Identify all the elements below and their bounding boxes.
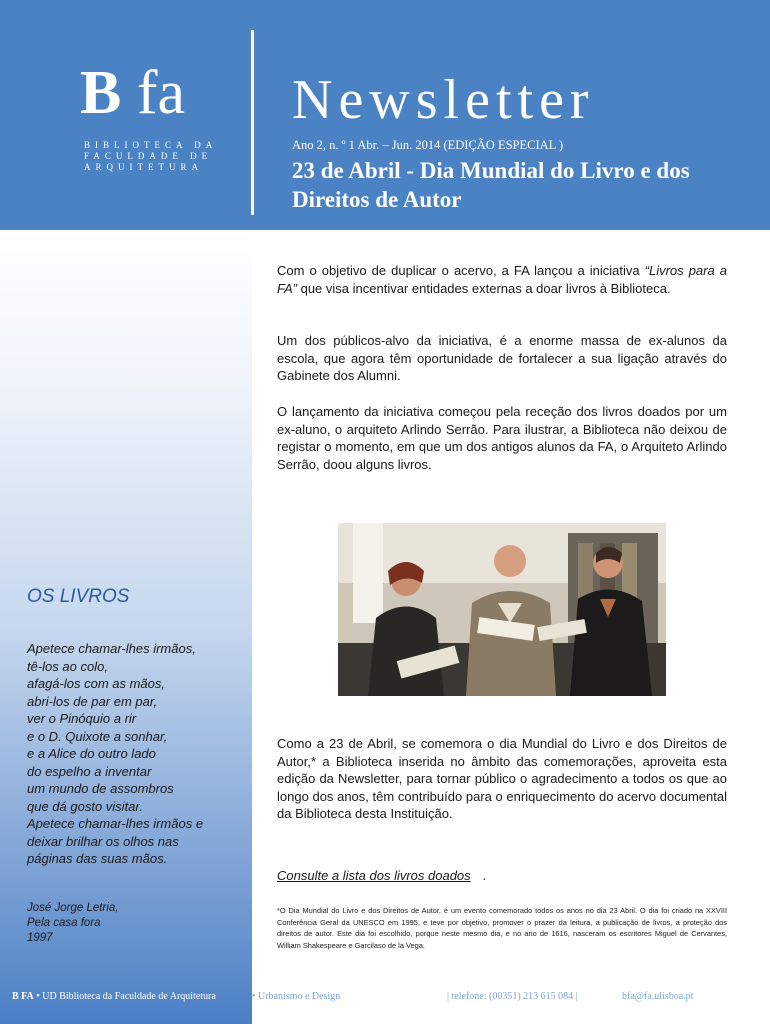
poem-line: tê-los ao colo,	[27, 658, 108, 674]
logo-subtitle	[84, 140, 234, 173]
intro-p1-post: que visa incentivar entidades externas a doar livros à Biblioteca.	[296, 280, 671, 296]
logo-line: ARQUITETURA	[84, 162, 203, 172]
poem-title: OS LIVROS	[27, 586, 130, 607]
footer-dept: • Urbanismo e Design	[252, 991, 341, 1002]
bfa-logo	[80, 59, 186, 127]
intro-paragraph-3: O lançamento da iniciativa começou pela receção dos livros doados por um ex-aluno, o arquiteto Arlindo Serrão. Para ilustrar, a Biblioteca não deixou de registar o momento, em que um dos antigos alunos da FA, o Arquiteto Arlindo Serrão, doou alguns livros.	[277, 404, 727, 472]
photo-illustration	[338, 523, 666, 696]
poem-author	[27, 901, 118, 946]
footer-org-rest: • UD Biblioteca da Faculdade de Arquitetura	[33, 991, 216, 1002]
intro-p1-pre: Com o objetivo de duplicar o acervo, a FA lançou a iniciativa	[277, 263, 645, 278]
poem-line: do espelho a inventar	[27, 763, 152, 779]
footnote: *O Dia Mundial do Livro e dos Direitos de Autor, é um evento comemorado todos os anos no dia 23 Abril. O dia foi criado na XXVIII Conferência Geral da UNESCO em 1995, e teve por objetivo, promover o prazer da leitura, a publicação de livros, a proteção dos direitos de autor. Este dia foi escolhido, porque neste mesmo dia, e no ano de 1616, nasceram os escritores Miguel de Cervantes, William Shakespeare e Garcilaso de la Vega.	[277, 906, 727, 950]
intro-paragraph-1	[277, 262, 727, 297]
poem-line: um mundo de assombros	[27, 781, 174, 796]
poem-line: afagá-los com as mãos,	[27, 676, 166, 691]
poem-line: páginas das suas mãos.	[27, 851, 168, 866]
headline: 23 de Abril - Dia Mundial do Livro e dos Direitos de Autor	[292, 158, 690, 212]
poem-line: ver o Pinóquio a rir	[27, 711, 137, 726]
issue-line: Ano 2, n. º 1 Abr. – Jun. 2014 (EDIÇÃO ESPECIAL )	[292, 138, 564, 152]
donated-books-link[interactable]: Consulte a lista dos livros doados	[277, 868, 471, 883]
footer-phone: | telefone: (00351) 213 615 084 |	[447, 991, 578, 1002]
poem-line: Apetece chamar-lhes irmãos,	[27, 641, 196, 656]
poem-line: abri-los de par em par,	[27, 693, 158, 709]
poem	[27, 640, 242, 868]
poem-line: que dá gosto visitar.	[27, 798, 143, 814]
library-donation-photo	[338, 523, 666, 696]
logo-line: BIBLIOTECA DA	[84, 140, 218, 150]
poem-line: e o D. Quixote a sonhar,	[27, 728, 168, 744]
newsletter-title: Newsletter	[292, 69, 595, 131]
poem-line: e a Alice do outro lado	[27, 746, 156, 761]
poem-line: deixar brilhar os olhos nas	[27, 833, 179, 849]
commemoration-paragraph: Como a 23 de Abril, se comemora o dia Mundial do Livro e dos Direitos de Autor,* a Biblioteca inserida no âmbito das comemorações, aproveita esta edição da Newsletter, para tornar público o agradecimento a todos os que ao longo dos anos, têm contribuído para o enriquecimento do acervo documental da Biblioteca desta Instituição.	[277, 736, 727, 821]
footer-org-bold: B FA	[12, 991, 34, 1002]
author-line: Pela casa fora	[27, 917, 101, 929]
author-line: José Jorge Letria,	[27, 902, 119, 914]
author-line: 1997	[27, 932, 53, 944]
initiative-name: “Livros para a FA”	[277, 263, 727, 296]
footer-email[interactable]: bfa@fa.ulisboa.pt	[622, 991, 694, 1002]
logo-line: FACULDADE DE	[84, 151, 213, 161]
header-banner	[0, 0, 770, 230]
intro-paragraph-2: Um dos públicos-alvo da iniciativa, é a enorme massa de ex-alunos da escola, que agora têm oportunidade de fortalecer a sua ligação através do Gabinete dos Alumni.	[277, 333, 727, 383]
header-divider	[251, 30, 254, 215]
footer-org	[12, 991, 216, 1002]
poem-line: Apetece chamar-lhes irmãos e	[27, 816, 204, 831]
logo-rest: fa	[136, 59, 186, 127]
link-period: .	[483, 868, 487, 883]
logo-letter: B	[80, 59, 122, 127]
